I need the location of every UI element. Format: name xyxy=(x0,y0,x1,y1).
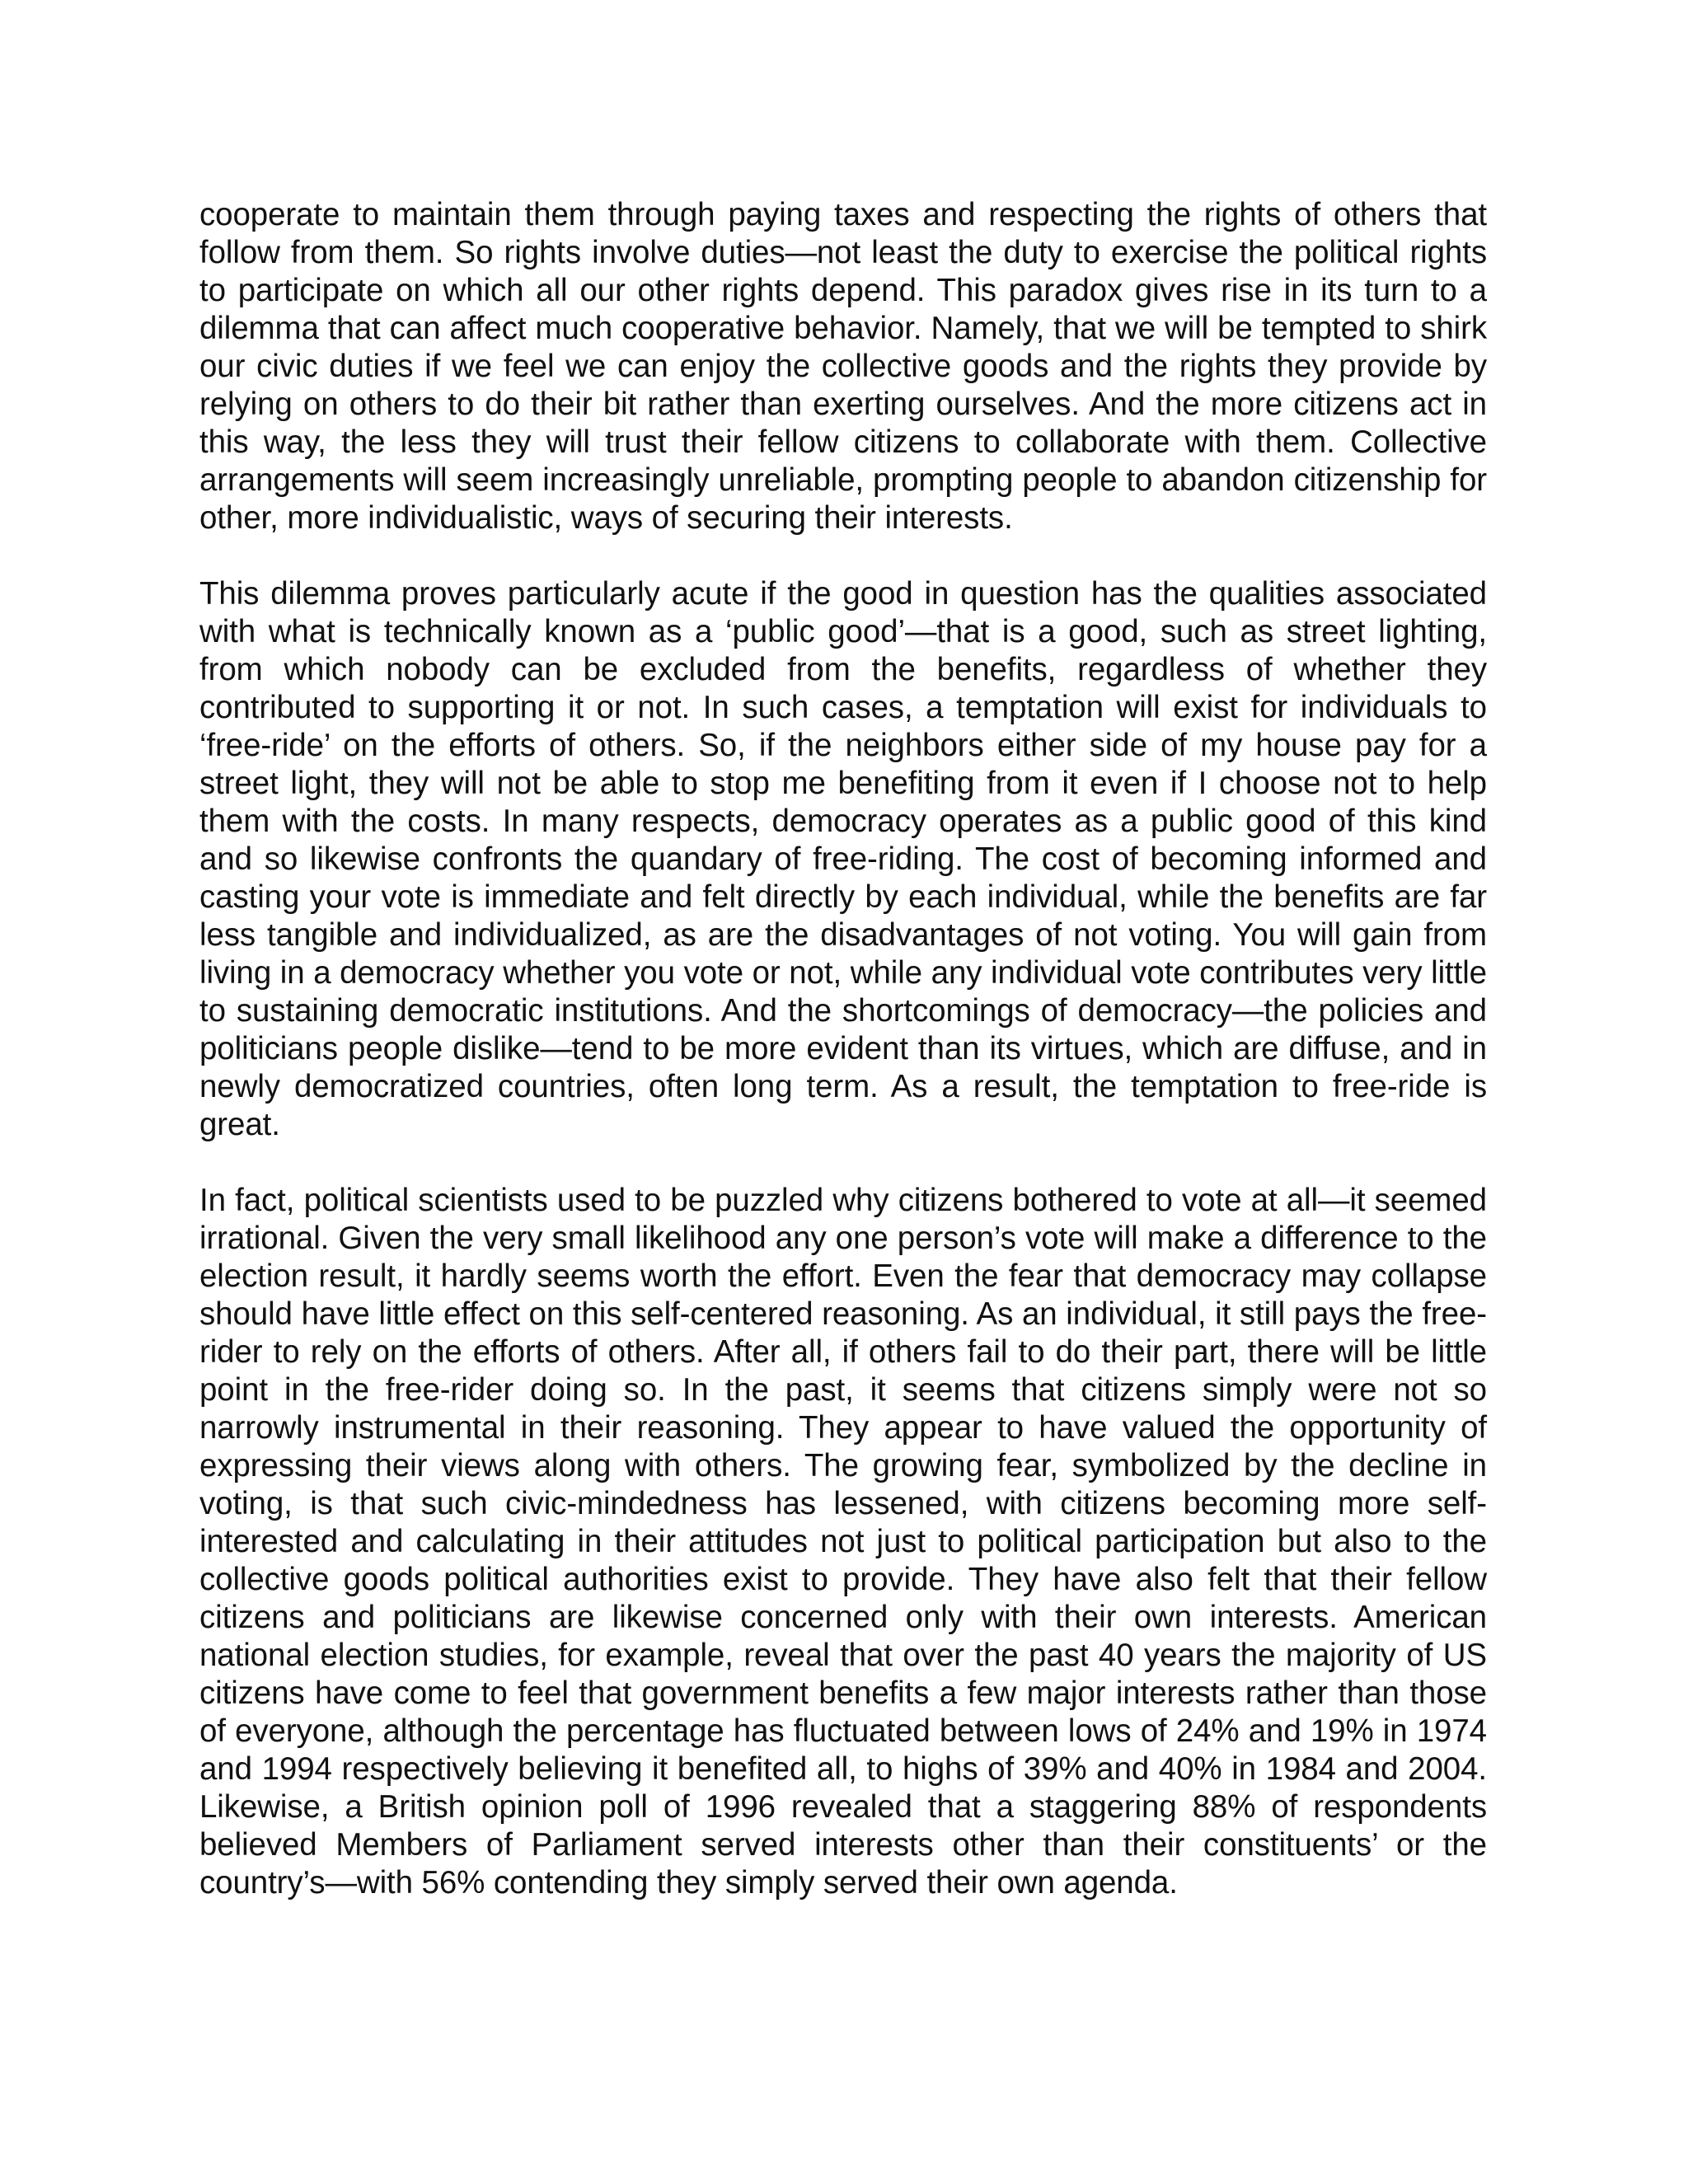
paragraph-2: This dilemma proves particularly acute if the good in question has the qualities associated with what is technically known as a ‘public good’—that is a good, such as street lighting, from which nobody can be excluded from the benefits, regardless of whether they contributed to supporting it or not. In such cases, a temptation will exist for individuals to ‘free-ride’ on the efforts of others. So, if the neighbors either side of my house pay for a street light, they will not be able to stop me benefiting from it even if I choose not to help them with the costs. In many respects, democracy operates as a public good of this kind and so likewise confronts the quandary of free-riding. The cost of becoming informed and casting your vote is immediate and felt directly by each individual, while the benefits are far less tangible and individualized, as are the disadvantages of not voting. You will gain from living in a democracy whether you vote or not, while any individual vote contributes very little to sustaining democratic institutions. And the shortcomings of democracy—the policies and politicians people dislike—tend to be more evident than its virtues, which are diffuse, and in newly democratized countries, often long term. As a result, the temptation to free-ride is great. xyxy=(199,576,1487,1142)
paragraph-1: cooperate to maintain them through paying taxes and respecting the rights of others that follow from them. So rights involve duties—not least the duty to exercise the political rights to participate on which all our other rights depend. This paradox gives rise in its turn to a dilemma that can affect much cooperative behavior. Namely, that we will be tempted to shirk our civic duties if we feel we can enjoy the collective goods and the rights they provide by relying on others to do their bit rather than exerting ourselves. And the more citizens act in this way, the less they will trust their fellow citizens to collaborate with them. Collective arrangements will seem increasingly unreliable, prompting people to abandon citizenship for other, more individualistic, ways of securing their interests. xyxy=(199,197,1487,536)
document-body xyxy=(199,196,1487,1902)
paragraph-3: In fact, political scientists used to be puzzled why citizens bothered to vote at all—it seemed irrational. Given the very small likelihood any one person’s vote will make a difference to the election result, it hardly seems worth the effort. Even the fear that democracy may collapse should have little effect on this self-centered reasoning. As an individual, it still pays the free-rider to rely on the efforts of others. After all, if others fail to do their part, there will be little point in the free-rider doing so. In the past, it seems that citizens simply were not so narrowly instrumental in their reasoning. They appear to have valued the opportunity of expressing their views along with others. The growing fear, symbolized by the decline in voting, is that such civic-mindedness has lessened, with citizens becoming more self-interested and calculating in their attitudes not just to political participation but also to the collective goods political authorities exist to provide. They have also felt that their fellow citizens and politicians are likewise concerned only with their own interests. American national election studies, for example, reveal that over the past 40 years the majority of US citizens have come to feel that government benefits a few major interests rather than those of everyone, although the percentage has fluctuated between lows of 24% and 19% in 1974 and 1994 respectively believing it benefited all, to highs of 39% and 40% in 1984 and 2004. Likewise, a British opinion poll of 1996 revealed that a staggering 88% of respondents believed Members of Parliament served interests other than their constituents’ or the country’s—with 56% contending they simply served their own agenda. xyxy=(199,1183,1487,1900)
